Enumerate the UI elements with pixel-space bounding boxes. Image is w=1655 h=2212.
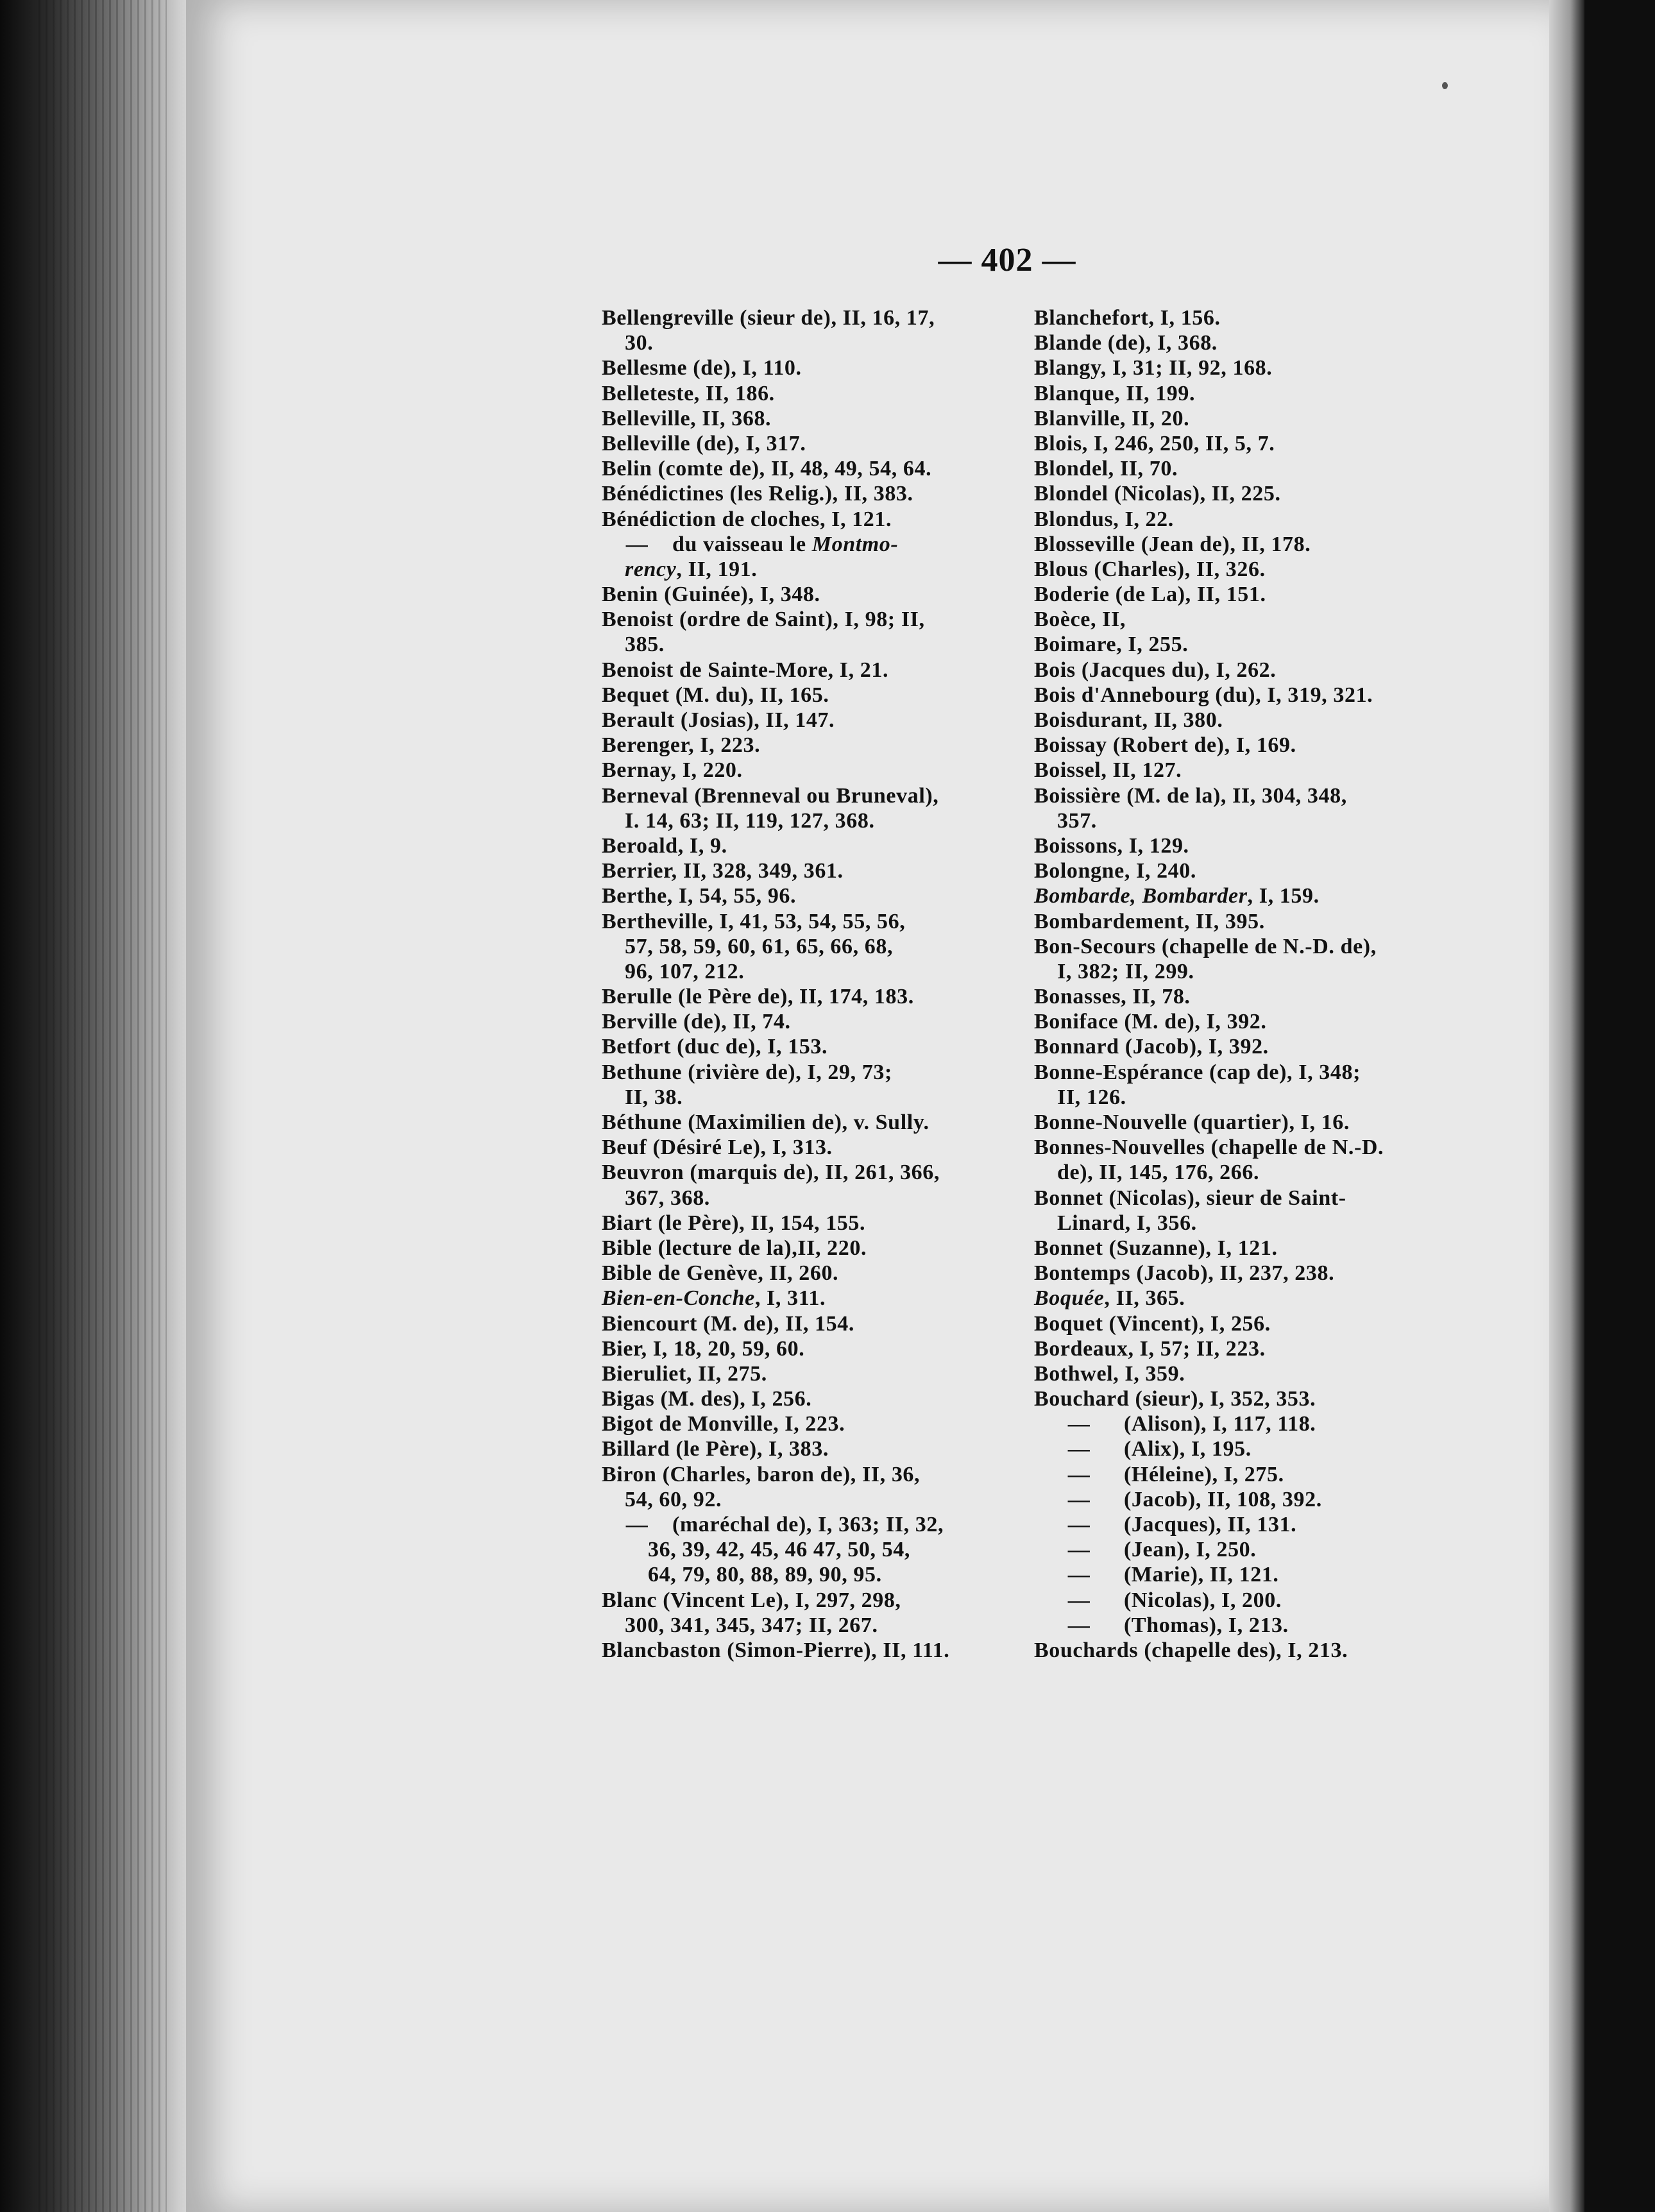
index-entry-line	[1034, 708, 1496, 733]
index-entry-line	[1034, 858, 1496, 883]
entry-text: (Héleine), I, 275.	[1124, 1462, 1284, 1486]
index-entry-line	[602, 632, 999, 657]
entry-text: Boissay (Robert de), I, 169.	[1034, 733, 1296, 758]
entry-text: Blangy, I, 31; II, 92, 168.	[1034, 356, 1273, 380]
entry-text: Boimare, I, 255.	[1034, 633, 1189, 657]
entry-text: Bontemps (Jacob), II, 237, 238.	[1034, 1261, 1335, 1286]
entry-text: (Alix), I, 195.	[1124, 1437, 1252, 1461]
index-entry-line	[1034, 431, 1496, 456]
index-entry-line	[1034, 381, 1496, 406]
entry-text: Blosseville (Jean de), II, 178.	[1034, 532, 1311, 556]
scan-background-edge	[1584, 0, 1655, 2212]
index-entry-line	[1034, 1613, 1496, 1638]
ditto-dash: —	[1067, 1412, 1091, 1436]
index-entry-line	[1034, 1211, 1496, 1236]
entry-text: Belleville (de), I, 317.	[602, 431, 806, 455]
index-entry-line	[602, 1588, 999, 1613]
index-entry-line	[1034, 1236, 1496, 1261]
entry-text: 54, 60, 92.	[625, 1487, 722, 1511]
entry-text: I. 14, 63; II, 119, 127, 368.	[625, 808, 875, 833]
index-entry-line	[602, 1361, 999, 1386]
entry-text: II, 38.	[625, 1085, 683, 1109]
index-entry-line	[602, 984, 999, 1009]
index-entry-line	[1034, 758, 1496, 783]
index-entry-line	[602, 1311, 999, 1336]
index-entry-line	[1034, 456, 1496, 481]
index-entry-line	[602, 758, 999, 783]
index-entry-line	[1034, 1186, 1496, 1211]
entry-text: Bois (Jacques du), I, 262.	[1034, 658, 1277, 682]
entry-text: Bouchards (chapelle des), I, 213.	[1034, 1638, 1348, 1662]
entry-text: Blois, I, 246, 250, II, 5, 7.	[1034, 431, 1275, 455]
entry-text: Béthune (Maximilien de), v. Sully.	[602, 1110, 929, 1134]
entry-text: Boniface (M. de), I, 392.	[1034, 1010, 1267, 1034]
entry-text: du vaisseau le	[672, 532, 812, 556]
index-entry-line	[1034, 1462, 1496, 1487]
index-entry-line	[1034, 1085, 1496, 1110]
italic-term: Montmo-	[811, 532, 899, 556]
index-entry-line	[1034, 582, 1496, 607]
entry-text: Bénédiction de cloches, I, 121.	[602, 507, 892, 531]
index-entry-line	[602, 683, 999, 708]
entry-text: Bethune (rivière de), I, 29, 73;	[602, 1060, 892, 1084]
entry-text: Bonasses, II, 78.	[1034, 985, 1191, 1009]
index-entry-line	[602, 1286, 999, 1311]
entry-text: Benin (Guinée), I, 348.	[602, 583, 820, 607]
entry-text: Blondus, I, 22.	[1034, 507, 1174, 531]
index-entry-line	[1034, 632, 1496, 657]
entry-text: Benoist de Sainte-More, I, 21.	[602, 658, 889, 682]
entry-text: 357.	[1057, 808, 1097, 833]
entry-text: Beuf (Désiré Le), I, 313.	[602, 1136, 833, 1160]
index-entry-line	[602, 1562, 999, 1587]
entry-text: Blous (Charles), II, 326.	[1034, 557, 1266, 581]
entry-text: Berthe, I, 54, 55, 96.	[602, 884, 797, 908]
index-entry-line	[602, 1009, 999, 1034]
index-entry-line	[1034, 658, 1496, 683]
entry-text: Bénédictines (les Relig.), II, 383.	[602, 482, 913, 506]
ditto-dash: —	[625, 1513, 649, 1536]
entry-text: Blanc (Vincent Le), I, 297, 298,	[602, 1588, 901, 1612]
entry-text: Blancbaston (Simon-Pierre), II, 111.	[602, 1638, 950, 1662]
entry-text: 300, 341, 345, 347; II, 267.	[625, 1613, 878, 1637]
italic-term: Bien-en-Conche	[602, 1286, 755, 1311]
entry-text: , II, 191.	[676, 557, 758, 581]
index-entry-line	[1034, 683, 1496, 708]
index-entry-line	[1034, 1060, 1496, 1085]
entry-text: Bon-Secours (chapelle de N.-D. de),	[1034, 934, 1377, 958]
index-entry-line	[602, 783, 999, 808]
index-entry-line	[602, 1110, 999, 1135]
entry-text: Bellesme (de), I, 110.	[602, 356, 802, 380]
entry-text: Bequet (M. du), II, 165.	[602, 683, 829, 707]
index-entry-line	[602, 431, 999, 456]
index-entry-line	[602, 1261, 999, 1286]
entry-text: I, 382; II, 299.	[1057, 959, 1194, 983]
entry-text: Berneval (Brenneval ou Bruneval),	[602, 783, 939, 808]
index-entry-line	[1034, 1110, 1496, 1135]
entry-text: Boissel, II, 127.	[1034, 758, 1182, 783]
index-entry-line	[602, 934, 999, 959]
index-entry-line	[1034, 959, 1496, 984]
entry-text: Blanville, II, 20.	[1034, 406, 1190, 430]
index-entry-line	[1034, 355, 1496, 380]
entry-text: Bonnet (Nicolas), sieur de Saint-	[1034, 1186, 1346, 1210]
index-entry-line	[1034, 808, 1496, 833]
entry-text: (Thomas), I, 213.	[1124, 1613, 1289, 1637]
index-entry-line	[1034, 406, 1496, 431]
index-entry-line	[602, 1186, 999, 1211]
italic-term: Boquée	[1034, 1286, 1105, 1311]
index-entry-line	[1034, 1512, 1496, 1537]
index-entry-line	[602, 883, 999, 908]
ditto-dash: —	[1067, 1613, 1091, 1637]
index-entry-line	[1034, 1411, 1496, 1436]
index-entry-line	[602, 607, 999, 632]
index-entry-line	[1034, 532, 1496, 557]
index-entry-line	[1034, 934, 1496, 959]
entry-text: (Jacques), II, 131.	[1124, 1513, 1297, 1536]
entry-text: Blanque, II, 199.	[1034, 381, 1196, 405]
index-entry-line	[602, 507, 999, 532]
index-entry-line	[602, 582, 999, 607]
entry-text: (Jean), I, 250.	[1124, 1538, 1257, 1562]
index-entry-line	[602, 1060, 999, 1085]
entry-text: Blande (de), I, 368.	[1034, 331, 1218, 355]
index-entry-line	[1034, 909, 1496, 934]
index-entry-line	[1034, 1009, 1496, 1034]
entry-text: Bernay, I, 220.	[602, 758, 743, 783]
entry-text: Benoist (ordre de Saint), I, 98; II,	[602, 608, 925, 632]
entry-text: Bonnes-Nouvelles (chapelle de N.-D.	[1034, 1136, 1384, 1160]
entry-text: Berulle (le Père de), II, 174, 183.	[602, 985, 914, 1009]
ditto-dash: —	[1067, 1563, 1091, 1587]
entry-text: Bonne-Nouvelle (quartier), I, 16.	[1034, 1110, 1350, 1134]
index-entry-line	[602, 1537, 999, 1562]
index-entry-line	[1034, 1034, 1496, 1059]
entry-text: de), II, 145, 176, 266.	[1057, 1161, 1260, 1185]
index-entry-line	[602, 708, 999, 733]
index-entry-line	[602, 1085, 999, 1110]
index-entry-line	[602, 481, 999, 506]
entry-text: Boisdurant, II, 380.	[1034, 708, 1223, 732]
index-column-left	[602, 305, 999, 1663]
index-entry-line	[1034, 1638, 1496, 1663]
entry-text: Blondel, II, 70.	[1034, 457, 1178, 481]
entry-text: Billard (le Père), I, 383.	[602, 1437, 829, 1461]
entry-text: Bier, I, 18, 20, 59, 60.	[602, 1336, 805, 1361]
index-entry-line	[602, 658, 999, 683]
entry-text: Blanchefort, I, 156.	[1034, 306, 1221, 330]
index-entry-line	[1034, 1386, 1496, 1411]
index-entry-line	[602, 1512, 999, 1537]
index-entry-line	[1034, 481, 1496, 506]
ditto-dash: —	[1067, 1513, 1091, 1536]
binding-texture	[38, 0, 167, 2212]
ditto-dash: —	[1067, 1588, 1091, 1612]
index-entry-line	[602, 1436, 999, 1461]
index-entry-line	[602, 1462, 999, 1487]
index-entry-line	[1034, 607, 1496, 632]
ditto-dash: —	[1067, 1437, 1091, 1461]
index-entry-line	[602, 959, 999, 984]
index-entry-line	[1034, 1311, 1496, 1336]
entry-text: (Jacob), II, 108, 392.	[1124, 1487, 1322, 1511]
entry-text: (Marie), II, 121.	[1124, 1563, 1279, 1587]
index-entry-line	[1034, 305, 1496, 330]
entry-text: (maréchal de), I, 363; II, 32,	[672, 1513, 944, 1536]
entry-text: Biencourt (M. de), II, 154.	[602, 1311, 854, 1336]
entry-text: Bieruliet, II, 275.	[602, 1361, 767, 1386]
italic-term: Bombarde, Bombarder	[1034, 884, 1248, 908]
entry-text: Bigot de Monville, I, 223.	[602, 1412, 845, 1436]
ditto-dash: —	[1067, 1538, 1091, 1562]
index-entry-line	[602, 406, 999, 431]
index-entry-line	[1034, 883, 1496, 908]
entry-text: Betfort (duc de), I, 153.	[602, 1035, 828, 1059]
entry-text: (Nicolas), I, 200.	[1124, 1588, 1282, 1612]
entry-text: Bellengreville (sieur de), II, 16, 17,	[602, 306, 935, 330]
index-entry-line	[1034, 1537, 1496, 1562]
index-entry-line	[602, 1236, 999, 1261]
index-entry-line	[1034, 1135, 1496, 1160]
entry-text: 64, 79, 80, 88, 89, 90, 95.	[648, 1563, 882, 1587]
index-entry-line	[602, 1411, 999, 1436]
entry-text: Belleville, II, 368.	[602, 406, 772, 430]
index-entry-line	[602, 1211, 999, 1236]
entry-text: 57, 58, 59, 60, 61, 65, 66, 68,	[625, 934, 894, 958]
entry-text: Bombardement, II, 395.	[1034, 909, 1265, 933]
index-entry-line	[1034, 557, 1496, 582]
entry-text: Bonne-Espérance (cap de), I, 348;	[1034, 1060, 1361, 1084]
entry-text: Boderie (de La), II, 151.	[1034, 583, 1266, 607]
index-entry-line	[602, 1613, 999, 1638]
entry-text: , I, 159.	[1247, 884, 1320, 908]
page-number: — 402 —	[938, 242, 1076, 278]
index-entry-line	[1034, 1487, 1496, 1512]
index-entry-line	[602, 532, 999, 557]
entry-text: Bible de Genève, II, 260.	[602, 1261, 839, 1286]
index-entry-line	[1034, 1361, 1496, 1386]
entry-text: Bordeaux, I, 57; II, 223.	[1034, 1336, 1266, 1361]
index-entry-line	[602, 1386, 999, 1411]
entry-text: Berville (de), II, 74.	[602, 1010, 791, 1034]
entry-text: Bois d'Annebourg (du), I, 319, 321.	[1034, 683, 1373, 707]
index-entry-line	[602, 833, 999, 858]
entry-text: Bonnard (Jacob), I, 392.	[1034, 1035, 1269, 1059]
index-entry-line	[602, 1336, 999, 1361]
entry-text: 367, 368.	[625, 1186, 710, 1210]
ditto-dash: —	[625, 532, 649, 556]
index-entry-line	[602, 1487, 999, 1512]
entry-text: Belleteste, II, 186.	[602, 381, 775, 405]
index-entry-line	[1034, 507, 1496, 532]
index-entry-line	[1034, 783, 1496, 808]
entry-text: Berault (Josias), II, 147.	[602, 708, 835, 732]
index-entry-line	[1034, 1562, 1496, 1587]
index-entry-line	[1034, 733, 1496, 758]
entry-text: Berenger, I, 223.	[602, 733, 761, 758]
index-entry-line	[602, 330, 999, 355]
entry-text: Belin (comte de), II, 48, 49, 54, 64.	[602, 457, 932, 481]
entry-text: (Alison), I, 117, 118.	[1124, 1412, 1316, 1436]
index-entry-line	[1034, 1160, 1496, 1185]
italic-term: rency	[625, 557, 677, 581]
entry-text: II, 126.	[1057, 1085, 1126, 1109]
entry-text: Biart (le Père), II, 154, 155.	[602, 1211, 866, 1235]
entry-text: Boèce, II,	[1034, 608, 1126, 632]
index-entry-line	[602, 858, 999, 883]
entry-text: , II, 365.	[1104, 1286, 1185, 1311]
entry-text: Bothwel, I, 359.	[1034, 1361, 1185, 1386]
index-entry-line	[1034, 1286, 1496, 1311]
paper-speck	[1442, 82, 1448, 89]
entry-text: 96, 107, 212.	[625, 959, 745, 983]
index-entry-line	[1034, 330, 1496, 355]
index-entry-line	[602, 733, 999, 758]
ditto-dash: —	[1067, 1462, 1091, 1486]
entry-text: Bertheville, I, 41, 53, 54, 55, 56,	[602, 909, 906, 933]
index-entry-line	[1034, 833, 1496, 858]
ditto-dash: —	[1067, 1487, 1091, 1511]
index-entry-line	[1034, 1436, 1496, 1461]
entry-text: Blondel (Nicolas), II, 225.	[1034, 482, 1281, 506]
entry-text: Beroald, I, 9.	[602, 833, 727, 858]
index-entry-line	[1034, 1261, 1496, 1286]
index-entry-line	[602, 1160, 999, 1185]
index-entry-line	[602, 808, 999, 833]
index-entry-line	[1034, 1336, 1496, 1361]
index-entry-line	[1034, 984, 1496, 1009]
index-entry-line	[602, 305, 999, 330]
index-entry-line	[602, 355, 999, 380]
index-entry-line	[602, 909, 999, 934]
index-entry-line	[602, 557, 999, 582]
index-entry-line	[602, 1135, 999, 1160]
entry-text: Beuvron (marquis de), II, 261, 366,	[602, 1161, 940, 1185]
entry-text: , I, 311.	[754, 1286, 826, 1311]
entry-text: Bonnet (Suzanne), I, 121.	[1034, 1236, 1278, 1260]
entry-text: 36, 39, 42, 45, 46 47, 50, 54,	[648, 1538, 910, 1562]
entry-text: Bible (lecture de la),II, 220.	[602, 1236, 867, 1260]
entry-text: Biron (Charles, baron de), II, 36,	[602, 1462, 921, 1486]
index-entry-line	[602, 381, 999, 406]
entry-text: 385.	[625, 633, 665, 657]
entry-text: Berrier, II, 328, 349, 361.	[602, 859, 844, 883]
entry-text: Boissons, I, 129.	[1034, 833, 1189, 858]
entry-text: Boissière (M. de la), II, 304, 348,	[1034, 783, 1347, 808]
entry-text: Boquet (Vincent), I, 256.	[1034, 1311, 1271, 1336]
entry-text: Bigas (M. des), I, 256.	[602, 1387, 812, 1411]
entry-text: Bolongne, I, 240.	[1034, 859, 1196, 883]
entry-text: Linard, I, 356.	[1057, 1211, 1197, 1235]
index-entry-line	[602, 456, 999, 481]
index-entry-line	[602, 1638, 999, 1663]
entry-text: Bouchard (sieur), I, 352, 353.	[1034, 1387, 1316, 1411]
index-column-right	[1034, 305, 1496, 1663]
index-entry-line	[1034, 1588, 1496, 1613]
index-entry-line	[602, 1034, 999, 1059]
page-edge-shadow	[1549, 0, 1584, 2212]
entry-text: 30.	[625, 331, 654, 355]
